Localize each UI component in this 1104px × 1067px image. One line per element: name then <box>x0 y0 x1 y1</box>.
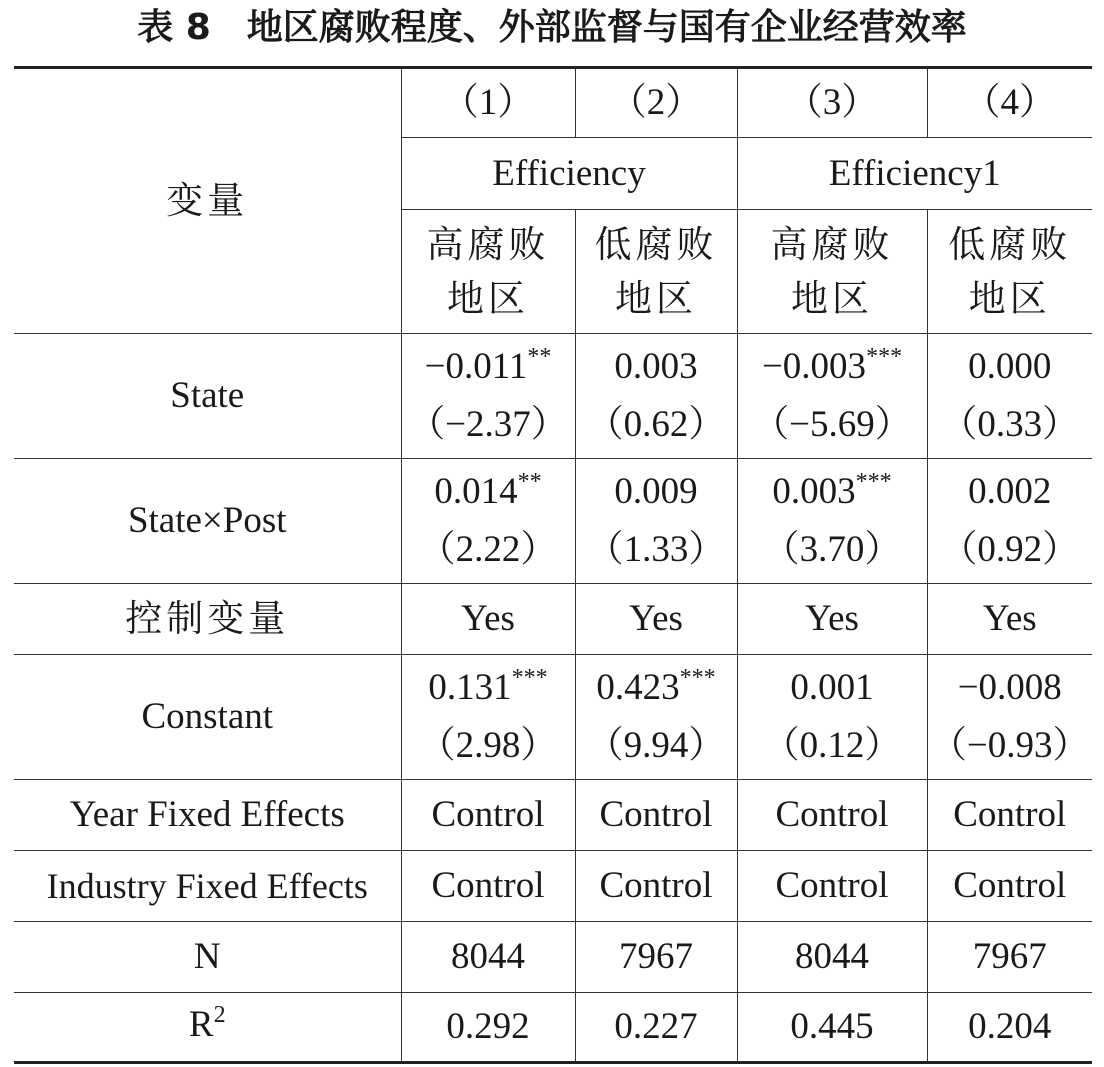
row-label-r2: $R^2$ <box>14 993 401 1063</box>
table-row-controls <box>14 584 1092 655</box>
col-number-1: （1） <box>401 68 575 138</box>
cell-state-3: −0.003*** （−5.69） <box>737 334 927 459</box>
cell-controls-1: Yes <box>401 584 575 655</box>
cell-state-2: 0.003 （0.62） <box>575 334 737 459</box>
cell-state-post-2: 0.009 （1.33） <box>575 459 737 584</box>
cell-state-4: 0.000 （0.33） <box>927 334 1092 459</box>
table-row-state-post <box>14 459 1092 584</box>
cell-year-fe-4: Control <box>927 780 1092 851</box>
cell-industry-fe-1: Control <box>401 851 575 922</box>
cell-controls-4: Yes <box>927 584 1092 655</box>
row-label-constant: Constant <box>14 655 401 780</box>
cell-r2-2: 0.227 <box>575 993 737 1063</box>
row-label-n: N <box>14 922 401 993</box>
dep-var-efficiency1: Efficiency1 <box>737 138 1092 210</box>
variable-header: 变量 <box>14 68 401 334</box>
table-number: 表 8 <box>137 7 211 48</box>
cell-r2-3: 0.445 <box>737 993 927 1063</box>
col-number-3: （3） <box>737 68 927 138</box>
row-label-state-post: State×Post <box>14 459 401 584</box>
cell-constant-2: 0.423*** （9.94） <box>575 655 737 780</box>
cell-year-fe-1: Control <box>401 780 575 851</box>
header-row-col-numbers <box>14 68 1092 138</box>
cell-constant-4: −0.008 （−0.93） <box>927 655 1092 780</box>
table-title <box>0 0 1104 58</box>
cell-industry-fe-3: Control <box>737 851 927 922</box>
row-label-controls: 控制变量 <box>14 584 401 655</box>
cell-n-2: 7967 <box>575 922 737 993</box>
table-caption: 地区腐败程度、外部监督与国有企业经营效率 <box>246 7 967 48</box>
cell-industry-fe-2: Control <box>575 851 737 922</box>
cell-year-fe-2: Control <box>575 780 737 851</box>
cell-r2-4: 0.204 <box>927 993 1092 1063</box>
cell-r2-1: 0.292 <box>401 993 575 1063</box>
row-label-state: State <box>14 334 401 459</box>
row-label-industry-fe: Industry Fixed Effects <box>14 851 401 922</box>
table-row-industry-fe <box>14 851 1092 922</box>
group-low-corruption-1: 低腐败 地区 <box>575 210 737 334</box>
cell-constant-1: 0.131*** （2.98） <box>401 655 575 780</box>
regression-table <box>14 66 1092 1064</box>
cell-industry-fe-4: Control <box>927 851 1092 922</box>
cell-n-3: 8044 <box>737 922 927 993</box>
cell-state-post-1: 0.014** （2.22） <box>401 459 575 584</box>
table-row-state <box>14 334 1092 459</box>
cell-n-4: 7967 <box>927 922 1092 993</box>
cell-controls-2: Yes <box>575 584 737 655</box>
cell-n-1: 8044 <box>401 922 575 993</box>
table-row-year-fe <box>14 780 1092 851</box>
group-high-corruption-2: 高腐败 地区 <box>737 210 927 334</box>
cell-constant-3: 0.001 （0.12） <box>737 655 927 780</box>
col-number-2: （2） <box>575 68 737 138</box>
table-row-r2 <box>14 993 1092 1063</box>
row-label-year-fe: Year Fixed Effects <box>14 780 401 851</box>
cell-controls-3: Yes <box>737 584 927 655</box>
group-low-corruption-2: 低腐败 地区 <box>927 210 1092 334</box>
cell-state-post-3: 0.003*** （3.70） <box>737 459 927 584</box>
table-row-constant <box>14 655 1092 780</box>
cell-year-fe-3: Control <box>737 780 927 851</box>
group-high-corruption-1: 高腐败 地区 <box>401 210 575 334</box>
cell-state-1: −0.011** （−2.37） <box>401 334 575 459</box>
cell-state-post-4: 0.002 （0.92） <box>927 459 1092 584</box>
table-row-n <box>14 922 1092 993</box>
dep-var-efficiency: Efficiency <box>401 138 737 210</box>
col-number-4: （4） <box>927 68 1092 138</box>
